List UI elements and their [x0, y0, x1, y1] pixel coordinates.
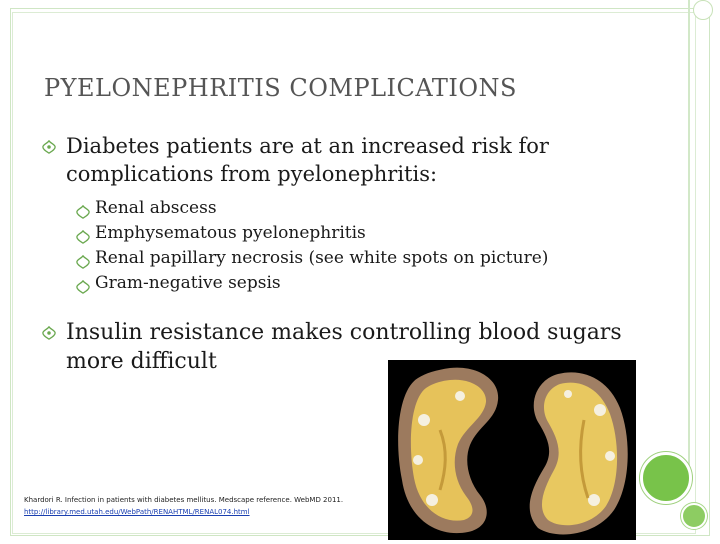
sub-bullet-icon — [76, 202, 90, 216]
kidney-photo — [388, 360, 636, 540]
decorative-circle-large — [640, 452, 692, 504]
list-item — [76, 246, 548, 271]
decorative-line — [688, 0, 690, 470]
slide-title: PYELONEPHRITIS COMPLICATIONS — [44, 74, 517, 102]
sub-bullet-icon — [76, 252, 90, 266]
list-item-label: Renal abscess — [95, 198, 217, 218]
bullet-diabetes-risk: Diabetes patients are at an increased risk for complications from pyelonephritis: — [66, 134, 549, 186]
decorative-circle-small — [681, 503, 707, 529]
list-item — [76, 196, 548, 221]
list-item — [76, 271, 548, 296]
list-item-label: Emphysematous pyelonephritis — [95, 223, 366, 243]
bullet-insulin-resistance: Insulin resistance makes controlling blood sugars more difficult — [66, 320, 622, 374]
list-item-label: Gram-negative sepsis — [95, 273, 281, 293]
list-item — [76, 221, 548, 246]
decorative-ring — [693, 0, 713, 20]
complications-list — [76, 196, 548, 296]
citation — [24, 494, 404, 518]
sub-bullet-icon — [76, 227, 90, 241]
list-item-label: Renal papillary necrosis (see white spots on picture) — [95, 248, 549, 268]
bullet-icon — [42, 140, 58, 156]
bullet-icon — [42, 326, 58, 342]
citation-link[interactable]: http://library.med.utah.edu/WebPath/RENAHTML/RENAL074.html — [24, 508, 250, 516]
sub-bullet-icon — [76, 277, 90, 291]
citation-text: Khardori R. Infection in patients with diabetes mellitus. Medscape reference. WebMD 2011. — [24, 496, 344, 504]
